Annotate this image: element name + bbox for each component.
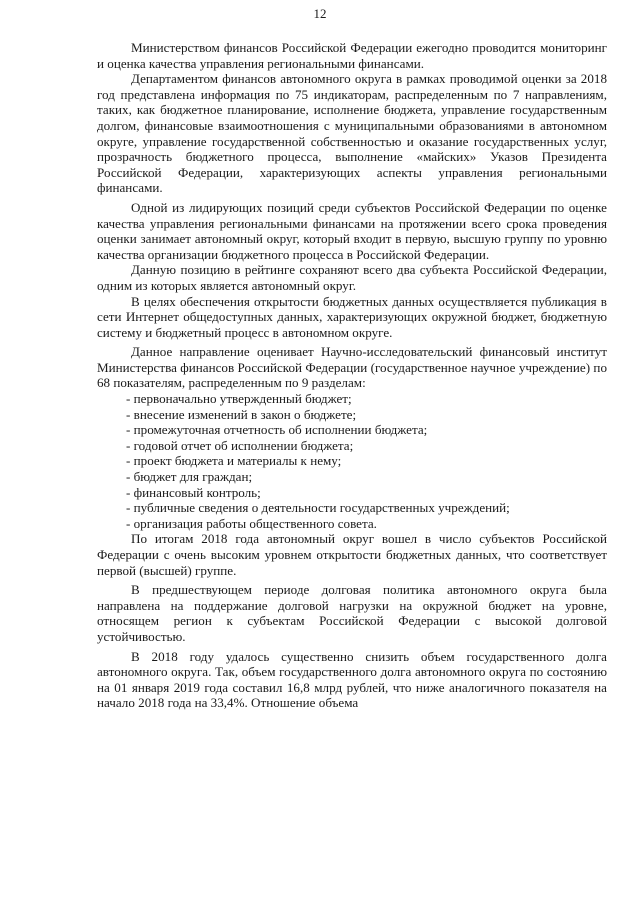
list-item: - проект бюджета и материалы к нему; — [126, 453, 342, 469]
sections-list — [97, 391, 607, 531]
paragraph-monitoring: Министерством финансов Российской Федерации ежегодно проводится мониторинг и оценка качества управления региональными финансами. — [97, 40, 607, 71]
list-item: - промежуточная отчетность об исполнении бюджета; — [126, 422, 428, 438]
list-item: - первоначально утвержденный бюджет; — [126, 391, 352, 407]
paragraph-research-institute: Данное направление оценивает Научно-исследовательский финансовый институт Министерства финансов Российской Федерации (государственное научное учреждение) по 68 показателям, распределенным по 9 разделам: — [97, 344, 607, 391]
paragraph-assessment-2018: Департаментом финансов автономного округа в рамках проводимой оценки за 2018 год представлена информация по 75 индикаторам, распределенным по 7 направлениям, таких, как бюджетное планирование, исполнение бюджета, управление государственным долгом, финансовые взаимоотношения с муниципальными образованиями в автономном округе, управление государственной собственностью и оказание государственных услуг, прозрачность бюджетного процесса, выполнение «майских» Указов Президента Российской Федерации, характеризующих аспекты управления региональными финансами. — [97, 71, 607, 196]
paragraph-debt-policy: В предшествующем периоде долговая политика автономного округа была направлена на поддержание долговой нагрузки на окружной бюджет на уровне, относящем регион к субъектам Российской Федерации с высокой долговой устойчивостью. — [97, 582, 607, 644]
paragraph-debt-reduction: В 2018 году удалось существенно снизить объем государственного долга автономного округа. Так, объем государственного долга автономного округа по состоянию на 01 января 2019 года составил 16,8 млрд рублей, что ниже аналогичного показателя на начало 2018 года на 33,4%. Отношение объема — [97, 648, 607, 711]
list-item: - организация работы общественного совета. — [126, 515, 377, 531]
page-body — [97, 40, 607, 711]
list-item: - внесение изменений в закон о бюджете; — [126, 406, 357, 422]
list-item: - финансовый контроль; — [126, 484, 261, 500]
paragraph-results-2018: По итогам 2018 года автономный округ вошел в число субъектов Российской Федерации с очень высоким уровнем открытости бюджетных данных, что соответствует первой (высшей) группе. — [97, 531, 607, 578]
paragraph-leading-position: Одной из лидирующих позиций среди субъектов Российской Федерации по оценке качества управления региональными финансами на протяжении всего срока проведения оценки занимает автономный округ, который входит в первую, высшую группу по уровню качества организации бюджетного процесса в Российской Федерации. — [97, 199, 607, 262]
paragraph-openness: В целях обеспечения открытости бюджетных данных осуществляется публикация в сети Интернет общедоступных данных, характеризующих окружной бюджет, бюджетную систему и бюджетный процесс в автономном округе. — [97, 293, 607, 340]
list-item: - бюджет для граждан; — [126, 469, 253, 485]
paragraph-rating: Данную позицию в рейтинге сохраняют всего два субъекта Российской Федерации, одним из которых является автономный округ. — [97, 262, 607, 293]
list-item: - публичные сведения о деятельности государственных учреждений; — [126, 500, 510, 516]
page-number: 12 — [313, 6, 327, 21]
list-item: - годовой отчет об исполнении бюджета; — [126, 437, 354, 453]
